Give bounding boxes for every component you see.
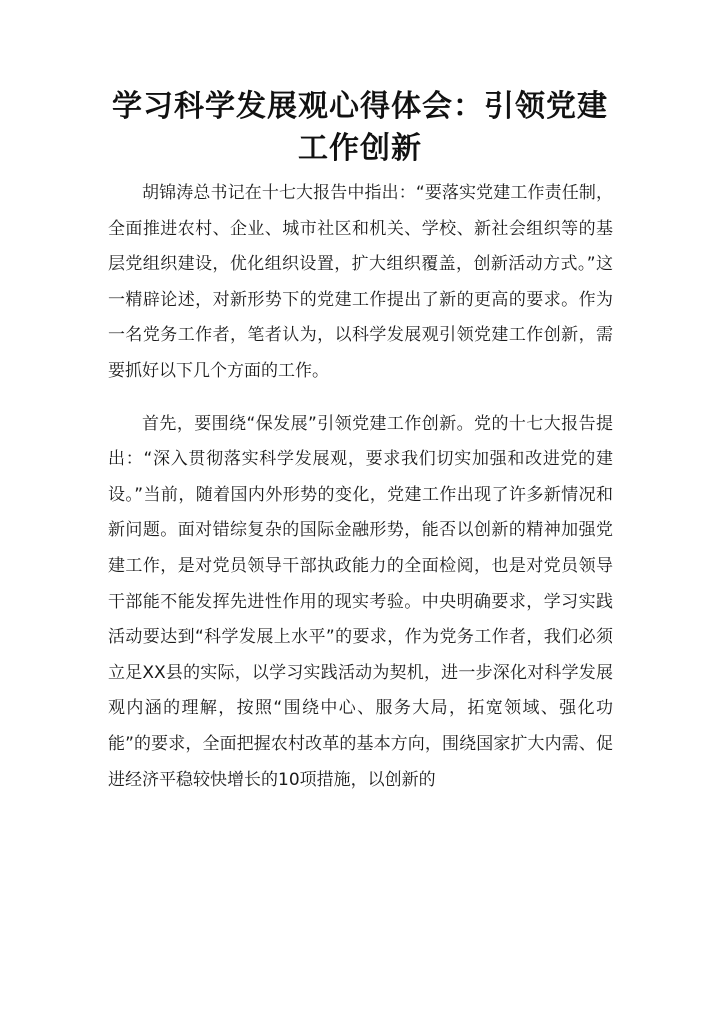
paragraph-2: 首先，要围绕“保发展”引领党建工作创新。党的十七大报告提出：“深入贯彻落实科学发展观，要求我们切实加强和改进党的建设。”当前，随着国内外形势的变化，党建工作出现了许多新情况和新问题。面对错综复杂的国际金融形势，能否以创新的精神加强党建工作，是对党员领导干部执政能力的全面检阅，也是对党员领导干部能不能发挥先进性作用的现实考验。中央明确要求，学习实践活动要达到“科学发展上水平”的要求，作为党务工作者，我们必须立足XX县的实际，以学习实践活动为契机，进一步深化对科学发展观内涵的理解，按照“围绕中心、服务大局，拓宽领域、强化功能”的要求，全面把握农村改革的基本方向，围绕国家扩大内需、促进经济平稳较快增长的10项措施，以创新的 (108, 413, 613, 790)
document-body (108, 176, 613, 798)
paragraph-1: 胡锦涛总书记在十七大报告中指出：“要落实党建工作责任制，全面推进农村、企业、城市社区和机关、学校、新社会组织等的基层党组织建设，优化组织设置，扩大组织覆盖，创新活动方式。”这一精辟论述，对新形势下的党建工作提出了新的更高的要求。作为一名党务工作者，笔者认为，以科学发展观引领党建工作创新，需要抓好以下几个方面的工作。 (108, 183, 613, 381)
document-title: 学习科学发展观心得体会：引领党建工作创新 (112, 89, 608, 166)
